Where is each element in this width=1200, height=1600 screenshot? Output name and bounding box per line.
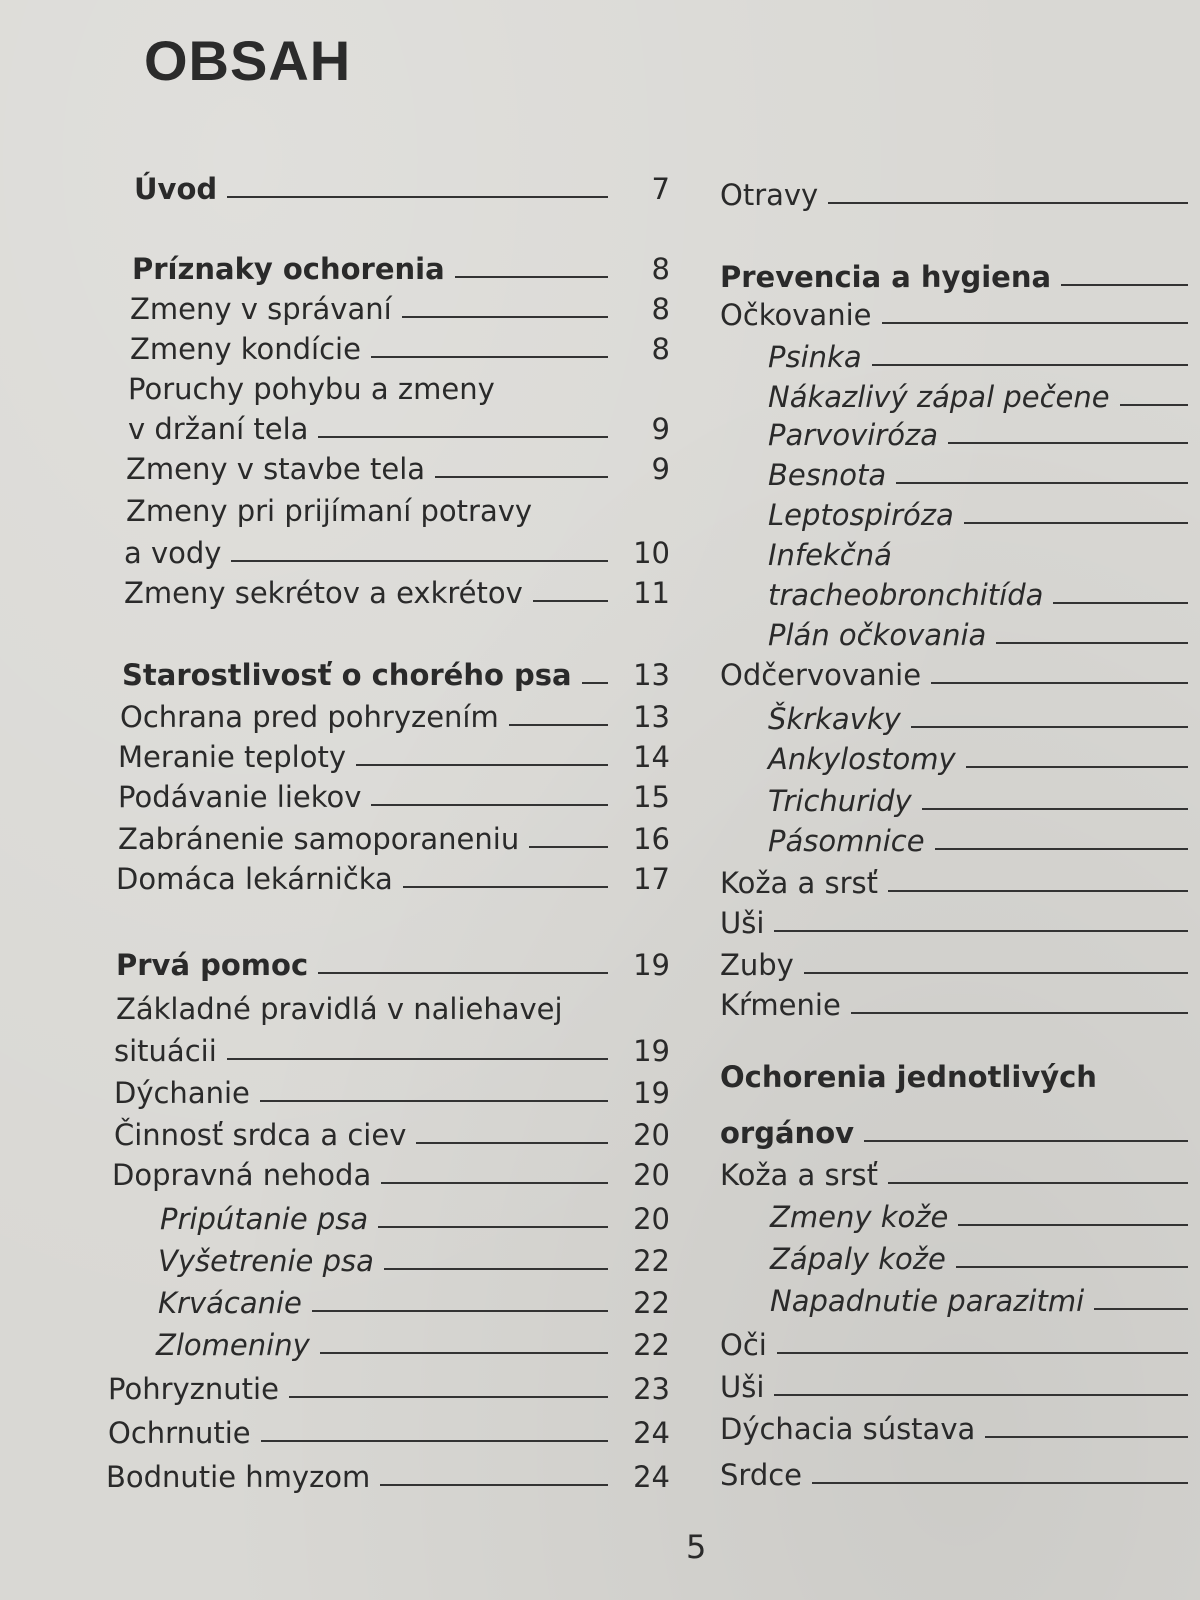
toc-leader-line	[435, 476, 608, 478]
toc-leader-line	[851, 1012, 1188, 1014]
toc-leader-line	[529, 846, 608, 848]
toc-entry	[720, 292, 1200, 332]
toc-entry-page: 19	[633, 948, 670, 983]
toc-entry-label: Zmeny sekrétov a exkrétov	[124, 576, 523, 611]
toc-leader-line	[882, 322, 1189, 324]
toc-leader-line	[956, 1266, 1188, 1268]
toc-entry-label: Kŕmenie	[720, 988, 841, 1023]
toc-entry	[120, 694, 670, 734]
toc-entry	[720, 1406, 1200, 1446]
toc-entry-page: 19	[633, 1034, 670, 1069]
toc-entry	[130, 286, 670, 326]
toc-entry-label: Prvá pomoc	[116, 948, 309, 983]
toc-entry-label: Úvod	[134, 172, 218, 207]
toc-entry-label: Krvácanie	[158, 1286, 302, 1321]
toc-leader-line	[985, 1436, 1188, 1438]
toc-entry-label: Besnota	[768, 458, 887, 493]
toc-entry-label: Koža a srsť	[720, 866, 879, 901]
toc-leader-line	[403, 886, 608, 888]
toc-leader-line	[828, 202, 1188, 204]
toc-leader-line	[260, 1100, 608, 1102]
toc-entry-label: Zabránenie samoporaneniu	[118, 822, 520, 857]
toc-entry	[116, 942, 670, 982]
toc-entry-label: Uši	[720, 906, 765, 941]
toc-leader-line	[289, 1396, 608, 1398]
toc-entry	[720, 1452, 1200, 1492]
toc-entry-label: Meranie teploty	[118, 740, 347, 775]
toc-entry-page: 9	[651, 412, 670, 447]
toc-entry	[124, 570, 670, 610]
toc-entry	[720, 942, 1200, 982]
toc-entry-page: 10	[633, 536, 670, 571]
toc-leader-line	[582, 682, 608, 684]
toc-entry-page: 20	[633, 1202, 670, 1237]
toc-entry-label: situácii	[114, 1034, 217, 1069]
toc-entry	[116, 986, 670, 1026]
toc-entry	[122, 652, 670, 692]
toc-entry-label: Dýchanie	[114, 1076, 250, 1111]
toc-entry	[112, 1152, 670, 1192]
toc-leader-line	[996, 642, 1188, 644]
toc-entry	[124, 530, 670, 570]
toc-entry-page: 15	[633, 780, 670, 815]
toc-entry-page: 8	[651, 252, 670, 287]
toc-entry-page: 23	[633, 1372, 670, 1407]
toc-entry-label: Zápaly kože	[770, 1242, 946, 1277]
toc-entry-page: 7	[651, 172, 670, 207]
toc-entry	[770, 1236, 1200, 1276]
toc-leader-line	[318, 436, 608, 438]
toc-entry	[768, 572, 1200, 612]
toc-entry	[768, 374, 1200, 414]
toc-entry-label: Očkovanie	[720, 298, 872, 333]
toc-entry	[126, 488, 670, 528]
toc-entry-page: 11	[633, 576, 670, 611]
toc-leader-line	[381, 1182, 608, 1184]
toc-entry-page: 20	[633, 1158, 670, 1193]
toc-entry-page: 14	[633, 740, 670, 775]
toc-entry-label: Vyšetrenie psa	[158, 1244, 374, 1279]
toc-entry-label: Domáca lekárnička	[116, 862, 393, 897]
toc-leader-line	[371, 804, 608, 806]
toc-entry-label: Srdce	[720, 1458, 803, 1493]
toc-entry-page: 22	[633, 1244, 670, 1279]
toc-leader-line	[812, 1482, 1188, 1484]
toc-entry-label: Pásomnice	[768, 824, 925, 859]
toc-leader-line	[1094, 1308, 1188, 1310]
toc-entry-label: tracheobronchitída	[768, 578, 1044, 613]
toc-entry-label: v držaní tela	[128, 412, 309, 447]
toc-entry-label: Zmeny v správaní	[130, 292, 392, 327]
toc-leader-line	[774, 1394, 1188, 1396]
toc-entry	[128, 406, 670, 446]
toc-entry-label: Bodnutie hmyzom	[106, 1460, 371, 1495]
toc-entry-label: Činnosť srdca a ciev	[114, 1118, 407, 1153]
toc-entry-label: Zuby	[720, 948, 794, 983]
toc-leader-line	[533, 600, 608, 602]
toc-entry-label: Poruchy pohybu a zmeny	[128, 372, 495, 407]
toc-entry-page: 19	[633, 1076, 670, 1111]
toc-leader-line	[312, 1310, 608, 1312]
toc-entry-page: 24	[633, 1416, 670, 1451]
toc-entry	[720, 652, 1200, 692]
toc-leader-line	[227, 196, 608, 198]
toc-leader-line	[402, 316, 608, 318]
toc-leader-line	[931, 682, 1188, 684]
toc-entry-page: 20	[633, 1118, 670, 1153]
toc-leader-line	[777, 1352, 1188, 1354]
toc-entry	[156, 1322, 670, 1362]
toc-entry-label: Zmeny v stavbe tela	[126, 452, 426, 487]
toc-entry-label: a vody	[124, 536, 222, 571]
toc-leader-line	[966, 766, 1188, 768]
toc-entry-label: Škrkavky	[768, 702, 901, 737]
toc-leader-line	[261, 1440, 608, 1442]
toc-entry	[126, 446, 670, 486]
toc-leader-line	[911, 726, 1188, 728]
toc-entry	[768, 334, 1200, 374]
toc-entry-page: 9	[651, 452, 670, 487]
toc-entry	[720, 1152, 1200, 1192]
toc-entry-label: Zmeny pri prijímaní potravy	[126, 494, 533, 529]
toc-leader-line	[318, 972, 608, 974]
toc-entry	[768, 412, 1200, 452]
toc-entry	[114, 1112, 670, 1152]
toc-entry	[768, 612, 1200, 652]
toc-entry	[128, 366, 670, 406]
toc-entry	[770, 1278, 1200, 1318]
toc-leader-line	[455, 276, 608, 278]
toc-entry-page: 22	[633, 1286, 670, 1321]
toc-entry-label: Ochorenia jednotlivých	[720, 1060, 1097, 1095]
toc-leader-line	[864, 1140, 1188, 1142]
toc-entry	[160, 1196, 670, 1236]
toc-entry	[720, 860, 1200, 900]
toc-entry-page: 8	[651, 332, 670, 367]
toc-entry	[116, 856, 670, 896]
toc-leader-line	[231, 560, 608, 562]
toc-entry	[114, 1070, 670, 1110]
toc-leader-line	[888, 890, 1188, 892]
toc-entry-label: Oči	[720, 1328, 767, 1363]
toc-leader-line	[378, 1226, 608, 1228]
toc-entry-label: Leptospiróza	[768, 498, 954, 533]
toc-entry-label: Ankylostomy	[768, 742, 956, 777]
toc-leader-line	[896, 482, 1188, 484]
toc-entry-label: Dýchacia sústava	[720, 1412, 976, 1447]
toc-entry-label: Podávanie liekov	[118, 780, 362, 815]
toc-entry-label: Parvoviróza	[768, 418, 938, 453]
toc-entry	[720, 1364, 1200, 1404]
toc-entry-page: 22	[633, 1328, 670, 1363]
toc-entry	[118, 734, 670, 774]
toc-entry-page: 13	[633, 700, 670, 735]
toc-entry-page: 8	[651, 292, 670, 327]
toc-entry-label: Koža a srsť	[720, 1158, 879, 1193]
toc-leader-line	[227, 1058, 608, 1060]
toc-entry-page: 17	[633, 862, 670, 897]
toc-entry-page: 16	[633, 822, 670, 857]
toc-entry-label: Zlomeniny	[156, 1328, 310, 1363]
toc-leader-line	[964, 522, 1188, 524]
toc-entry-label: Otravy	[720, 178, 819, 213]
toc-entry	[108, 1410, 670, 1450]
toc-entry	[768, 492, 1200, 532]
toc-leader-line	[384, 1268, 608, 1270]
page-number: 5	[686, 1528, 707, 1566]
toc-entry-label: Pohryznutie	[108, 1372, 279, 1407]
toc-entry-label: orgánov	[720, 1116, 855, 1151]
toc-entry-label: Zmeny kondície	[130, 332, 361, 367]
toc-entry-label: Dopravná nehoda	[112, 1158, 372, 1193]
toc-entry-label: Zmeny kože	[770, 1200, 949, 1235]
toc-leader-line	[958, 1224, 1188, 1226]
toc-entry-label: Ochrnutie	[108, 1416, 251, 1451]
toc-entry	[720, 172, 1200, 212]
toc-entry-label: Trichuridy	[768, 784, 912, 819]
toc-entry	[768, 696, 1200, 736]
toc-leader-line	[380, 1484, 608, 1486]
toc-entry-label: Uši	[720, 1370, 765, 1405]
toc-entry	[768, 452, 1200, 492]
toc-entry-label: Infekčná	[768, 538, 892, 573]
toc-leader-line	[804, 972, 1188, 974]
toc-leader-line	[922, 808, 1188, 810]
toc-entry	[130, 326, 670, 366]
toc-entry	[720, 1322, 1200, 1362]
toc-leader-line	[371, 356, 608, 358]
toc-entry	[768, 736, 1200, 776]
toc-entry-label: Prevencia a hygiena	[720, 260, 1052, 295]
page-title: OBSAH	[144, 29, 352, 92]
toc-entry	[768, 532, 1200, 572]
toc-entry-label: Nákazlivý zápal pečene	[768, 380, 1110, 415]
toc-entry-label: Psinka	[768, 340, 862, 375]
toc-leader-line	[774, 930, 1188, 932]
toc-entry	[132, 246, 670, 286]
toc-entry	[114, 1028, 670, 1068]
toc-entry-label: Plán očkovania	[768, 618, 987, 653]
toc-entry	[770, 1194, 1200, 1234]
toc-entry-label: Pripútanie psa	[160, 1202, 369, 1237]
toc-leader-line	[1053, 602, 1188, 604]
toc-entry-page: 24	[633, 1460, 670, 1495]
toc-leader-line	[1120, 404, 1188, 406]
toc-entry-page: 13	[633, 658, 670, 693]
toc-leader-line	[948, 442, 1188, 444]
toc-entry	[720, 900, 1200, 940]
toc-entry	[768, 778, 1200, 818]
toc-entry	[108, 1366, 670, 1406]
toc-leader-line	[509, 724, 608, 726]
toc-entry	[106, 1454, 670, 1494]
toc-leader-line	[935, 848, 1188, 850]
toc-entry-label: Starostlivosť o chorého psa	[122, 658, 572, 693]
toc-entry	[134, 166, 670, 206]
toc-entry	[118, 816, 670, 856]
toc-leader-line	[888, 1182, 1188, 1184]
toc-entry	[158, 1280, 670, 1320]
toc-entry-label: Odčervovanie	[720, 658, 922, 693]
toc-entry	[720, 982, 1200, 1022]
toc-leader-line	[356, 764, 608, 766]
toc-entry-label: Napadnutie parazitmi	[770, 1284, 1085, 1319]
toc-leader-line	[1061, 284, 1188, 286]
toc-entry	[720, 254, 1200, 294]
toc-entry	[720, 1110, 1200, 1150]
toc-leader-line	[872, 364, 1188, 366]
toc-leader-line	[416, 1142, 608, 1144]
toc-entry	[768, 818, 1200, 858]
toc-entry	[118, 774, 670, 814]
toc-leader-line	[320, 1352, 608, 1354]
toc-entry	[720, 1054, 1200, 1094]
toc-entry-label: Príznaky ochorenia	[132, 252, 445, 287]
toc-entry	[158, 1238, 670, 1278]
toc-entry-label: Ochrana pred pohryzením	[120, 700, 499, 735]
toc-entry-label: Základné pravidlá v naliehavej	[116, 992, 563, 1027]
